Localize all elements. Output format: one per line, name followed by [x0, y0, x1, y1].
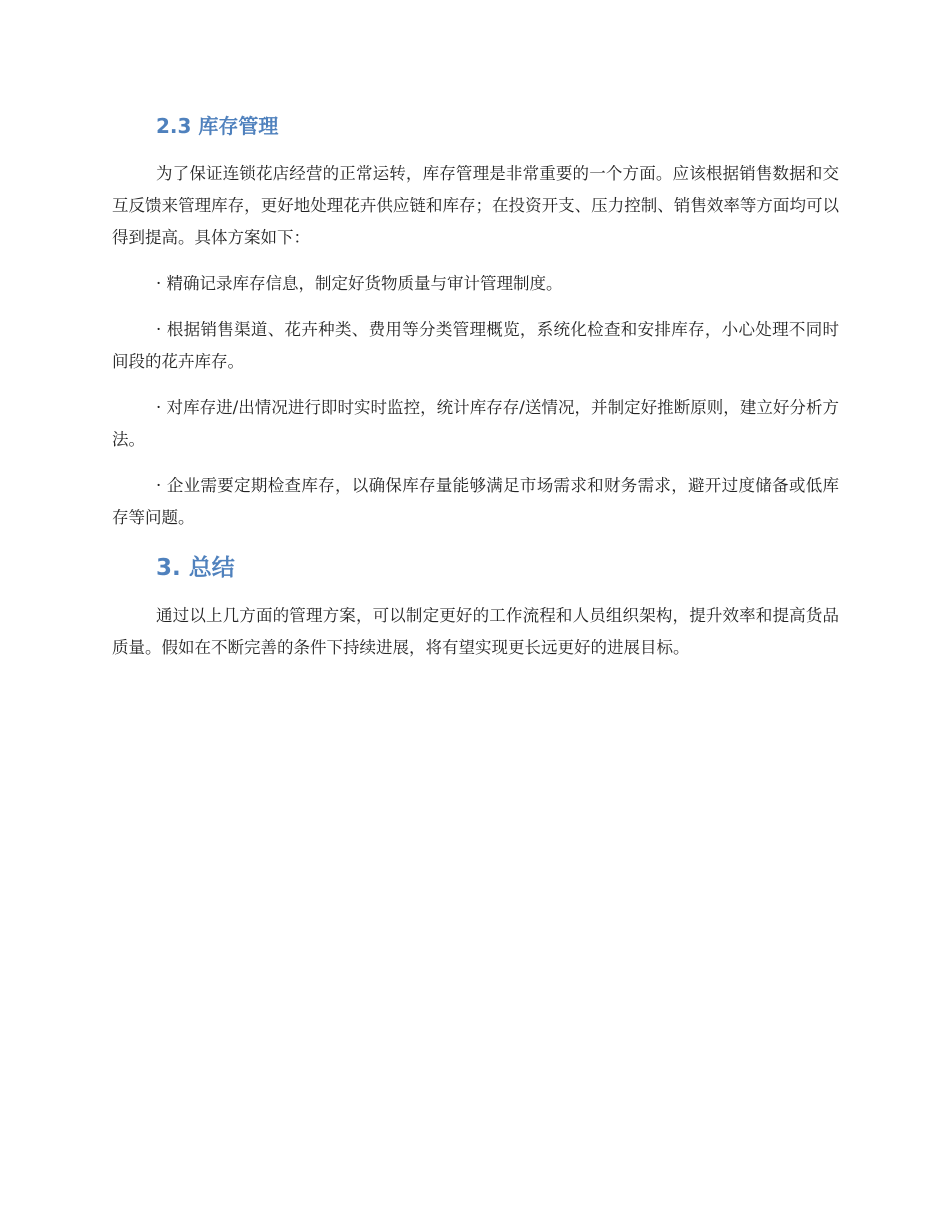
inventory-intro-paragraph: 为了保证连锁花店经营的正常运转，库存管理是非常重要的一个方面。应该根据销售数据和交互反馈来管理库存，更好地处理花卉供应链和库存；在投资开支、压力控制、销售效率等方面均可以得到提高。具体方案如下：: [112, 164, 839, 247]
section-heading-inventory: 2.3 库存管理: [156, 114, 279, 138]
bullet-text: 根据销售渠道、花卉种类、费用等分类管理概览，系统化检查和安排库存，小心处理不同时间段的花卉库存。: [112, 320, 839, 371]
bullet-marker: ·: [156, 274, 162, 293]
bullet-marker: ·: [156, 476, 162, 495]
bullet-text: 精确记录库存信息，制定好货物质量与审计管理制度。: [166, 274, 563, 293]
section-heading-summary: 3. 总结: [156, 555, 235, 581]
document-content: [112, 108, 839, 678]
bullet-marker: ·: [156, 398, 162, 417]
bullet-item: [112, 268, 839, 300]
bullet-item: [112, 314, 839, 378]
bullet-text: 企业需要定期检查库存，以确保库存量能够满足市场需求和财务需求，避开过度储备或低库存等问题。: [112, 476, 839, 527]
bullet-text: 对库存进/出情况进行即时实时监控，统计库存存/送情况，并制定好推断原则，建立好分析方法。: [112, 398, 839, 449]
summary-paragraph: 通过以上几方面的管理方案，可以制定更好的工作流程和人员组织架构，提升效率和提高货品质量。假如在不断完善的条件下持续进展，将有望实现更长远更好的进展目标。: [112, 606, 839, 657]
bullet-item: [112, 392, 839, 456]
bullet-marker: ·: [156, 320, 162, 339]
bullet-item: [112, 470, 839, 534]
